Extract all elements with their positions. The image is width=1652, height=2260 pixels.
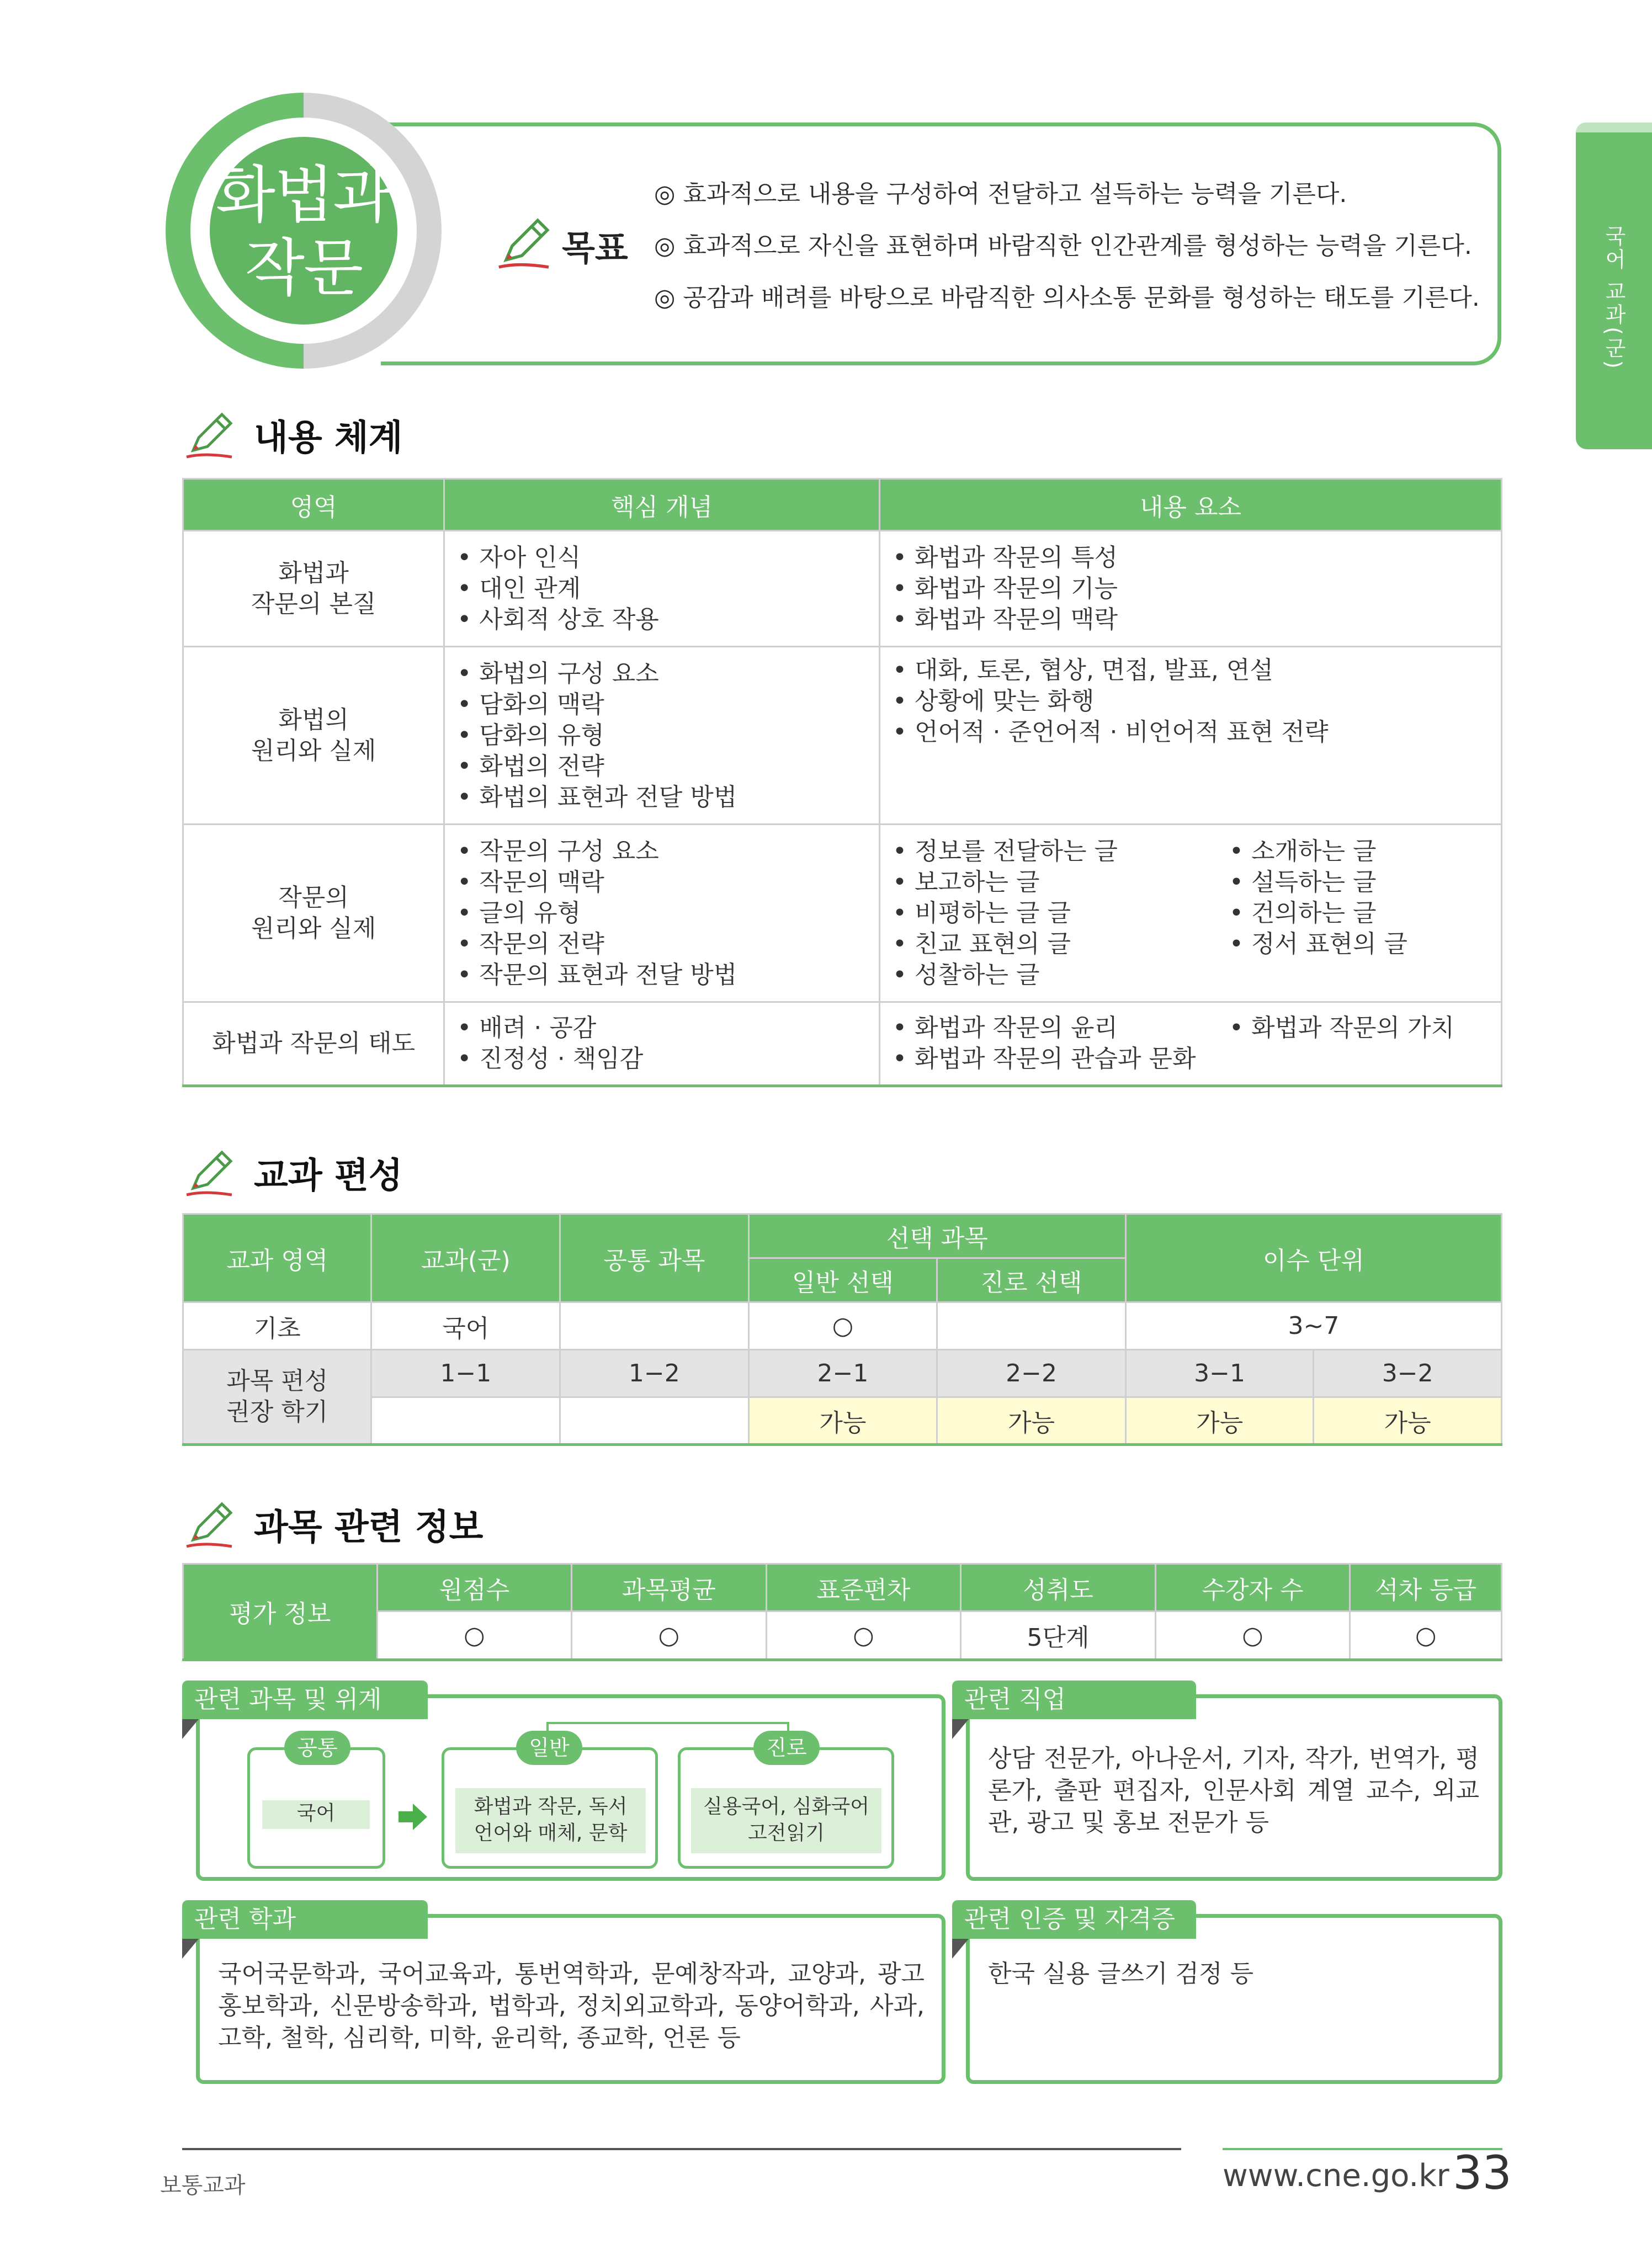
list-item: • 화법과 작문의 가치	[1229, 1013, 1489, 1044]
column-header: 석차 등급	[1350, 1564, 1502, 1612]
availability-cell: 가능	[748, 1397, 937, 1445]
availability-cell: 가능	[937, 1397, 1126, 1445]
table-row	[183, 531, 1502, 647]
list-item: • 화법의 구성 요소	[457, 658, 867, 689]
list-item: • 작문의 맥락	[457, 867, 867, 898]
list-item: • 담화의 맥락	[457, 689, 867, 720]
arrow-right-icon	[396, 1800, 429, 1833]
list-item: • 담화의 유형	[457, 720, 867, 751]
area-text: 작문의	[278, 883, 349, 912]
section-title: 교과 편성	[254, 1156, 403, 1197]
related-departments-tag: 관련 학과	[182, 1900, 428, 1939]
table-cell: 국어	[371, 1302, 560, 1350]
side-tab-label: 국어 교과(군)	[1601, 225, 1626, 371]
list-item: • 화법의 표현과 전달 방법	[457, 782, 867, 813]
table-row	[183, 1612, 1502, 1660]
list-item: • 자아 인식	[457, 543, 867, 573]
list-item: • 작문의 표현과 전달 방법	[457, 960, 867, 991]
concept-cell	[444, 825, 880, 1002]
pencil-icon	[494, 212, 555, 273]
related-subjects-tag: 관련 과목 및 위계	[182, 1681, 428, 1719]
area-cell	[183, 531, 444, 647]
availability-cell: 가능	[1314, 1397, 1502, 1445]
recommend-label: 권장 학기	[226, 1398, 328, 1426]
table-cell: 5단계	[961, 1612, 1156, 1660]
goal-list	[654, 168, 1480, 324]
subject-title-line1: 화법과	[215, 159, 392, 231]
section-content-heading	[182, 407, 403, 462]
semester-cell: 3−2	[1314, 1350, 1502, 1397]
column-header: 원점수	[377, 1564, 572, 1612]
concept-cell	[444, 531, 880, 647]
goal-item: ◎ 공감과 배려를 바탕으로 바람직한 의사소통 문화를 형성하는 태도를 기른다.	[654, 284, 1480, 312]
list-item: • 친교 표현의 글	[893, 929, 1229, 960]
section-info-heading	[182, 1497, 484, 1552]
list-item: • 정서 표현의 글	[1229, 929, 1489, 960]
list-item: • 화법과 작문의 기능	[893, 573, 1489, 604]
recommend-label: 과목 편성	[226, 1367, 328, 1395]
element-cell	[880, 825, 1502, 1002]
column-header: 공통 과목	[560, 1214, 749, 1302]
list-item: • 화법과 작문의 관습과 문화	[893, 1044, 1229, 1075]
column-header: 진로 선택	[937, 1258, 1126, 1302]
column-header: 교과 영역	[183, 1214, 371, 1302]
side-tab-highlight	[1576, 123, 1652, 132]
table-header-row	[183, 1214, 1502, 1258]
column-header: 핵심 개념	[444, 479, 880, 531]
element-cell	[880, 1002, 1502, 1086]
availability-cell: 가능	[1125, 1397, 1314, 1445]
subject-line: 화법과 작문, 독서	[474, 1795, 628, 1818]
related-certs-tag: 관련 인증 및 자격증	[952, 1900, 1196, 1939]
area-text: 작문의 본질	[251, 589, 376, 618]
list-item: • 진정성 · 책임감	[457, 1044, 867, 1075]
list-item: • 화법과 작문의 윤리	[893, 1013, 1229, 1044]
table-cell: ○	[748, 1302, 937, 1350]
section-title: 내용 체계	[254, 418, 403, 459]
pencil-icon	[182, 1145, 237, 1200]
tag-fold	[182, 1939, 199, 1959]
table-row	[183, 1302, 1502, 1350]
area-text: 화법과	[278, 559, 349, 587]
area-cell	[183, 647, 444, 825]
footer-divider	[182, 2148, 1181, 2150]
concept-cell	[444, 1002, 880, 1086]
table-header-row	[183, 479, 1502, 531]
table-cell: ○	[377, 1612, 572, 1660]
semester-cell: 3−1	[1125, 1350, 1314, 1397]
related-certs-box	[966, 1914, 1502, 2084]
eval-label: 평가 정보	[183, 1564, 378, 1660]
career-pill: 진로	[753, 1731, 820, 1765]
list-item: • 대인 관계	[457, 573, 867, 604]
section-curriculum-heading	[182, 1145, 403, 1200]
availability-cell	[371, 1397, 560, 1445]
list-item: • 작문의 구성 요소	[457, 836, 867, 867]
pencil-icon	[182, 407, 237, 462]
list-item: • 비평하는 글 글	[893, 898, 1229, 929]
area-text: 화법과 작문의 태도	[212, 1029, 416, 1057]
column-header: 교과(군)	[371, 1214, 560, 1302]
column-header: 과목평균	[572, 1564, 767, 1612]
table-cell	[560, 1302, 749, 1350]
related-departments-text: 국어국문학과, 국어교육과, 통번역학과, 문예창작과, 교양과, 광고홍보학과, 신문방송학과, 법학과, 정치외교학과, 동양어학과, 사과, 고학, 철학, 심리학, 미학, 윤리학, 종교학, 언론 등	[218, 1960, 925, 2052]
area-cell	[183, 1002, 444, 1086]
goal-label: 목표	[562, 228, 628, 268]
list-item: • 화법과 작문의 특성	[893, 543, 1489, 573]
table-cell: ○	[1155, 1612, 1350, 1660]
subject-line: 실용국어, 심화국어	[703, 1795, 870, 1818]
table-row	[183, 825, 1502, 1002]
related-certs-text: 한국 실용 글쓰기 검정 등	[988, 1960, 1253, 1988]
list-item: • 설득하는 글	[1229, 867, 1489, 898]
career-subjects	[691, 1788, 881, 1853]
tag-fold	[952, 1719, 969, 1739]
related-jobs-text: 상담 전문가, 아나운서, 기자, 작가, 번역가, 평론가, 출판 편집자, 인문사회 계열 교수, 외교관, 광고 및 홍보 전문가 등	[988, 1745, 1479, 1837]
area-text: 원리와 실제	[251, 914, 376, 943]
table-row	[183, 1002, 1502, 1086]
list-item: • 상황에 맞는 화행	[893, 686, 1489, 717]
tag-fold	[952, 1939, 969, 1959]
semester-cell: 2−1	[748, 1350, 937, 1397]
table-cell: 3~7	[1125, 1302, 1501, 1350]
list-item: • 건의하는 글	[1229, 898, 1489, 929]
list-item: • 작문의 전략	[457, 929, 867, 960]
subject-title	[210, 137, 397, 325]
table-cell: 기초	[183, 1302, 371, 1350]
column-header: 선택 과목	[748, 1214, 1125, 1258]
tag-fold	[182, 1719, 199, 1739]
content-table	[182, 478, 1502, 1087]
semester-cell: 1−2	[560, 1350, 749, 1397]
list-item: • 소개하는 글	[1229, 836, 1489, 867]
list-item: • 보고하는 글	[893, 867, 1229, 898]
table-row	[183, 1350, 1502, 1397]
goal-item: ◎ 효과적으로 자신을 표현하며 바람직한 인간관계를 형성하는 능력을 기른다.	[654, 232, 1472, 260]
semester-cell: 1−1	[371, 1350, 560, 1397]
subject-line: 고전읽기	[747, 1822, 825, 1844]
common-subject: 국어	[262, 1800, 370, 1829]
page-number: 33	[1453, 2146, 1512, 2200]
list-item: • 정보를 전달하는 글	[893, 836, 1229, 867]
column-header: 성취도	[961, 1564, 1156, 1612]
recommend-label-cell	[183, 1350, 371, 1445]
column-header: 내용 요소	[880, 479, 1502, 531]
column-header: 표준편차	[766, 1564, 961, 1612]
common-pill: 공통	[284, 1731, 350, 1765]
list-item: • 화법과 작문의 맥락	[893, 604, 1489, 635]
general-subjects	[455, 1788, 646, 1853]
column-header: 영역	[183, 479, 444, 531]
pencil-icon	[182, 1497, 237, 1552]
column-header: 일반 선택	[748, 1258, 937, 1302]
list-item: • 성찰하는 글	[893, 960, 1229, 991]
footer-url[interactable]: www.cne.go.kr	[1223, 2158, 1449, 2194]
section-title: 과목 관련 정보	[254, 1507, 484, 1548]
eval-table	[182, 1563, 1502, 1661]
list-item: • 글의 유형	[457, 898, 867, 929]
list-item: • 대화, 토론, 협상, 면접, 발표, 연설	[893, 655, 1489, 686]
column-header: 수강자 수	[1155, 1564, 1350, 1612]
list-item: • 사회적 상호 작용	[457, 604, 867, 635]
goal-item: ◎ 효과적으로 내용을 구성하여 전달하고 설득하는 능력을 기른다.	[654, 180, 1347, 208]
table-cell: ○	[1350, 1612, 1502, 1660]
curriculum-table	[182, 1213, 1502, 1446]
column-header: 이수 단위	[1125, 1214, 1501, 1302]
semester-cell: 2−2	[937, 1350, 1126, 1397]
list-item: • 화법의 전략	[457, 751, 867, 782]
table-cell	[937, 1302, 1126, 1350]
availability-cell	[560, 1397, 749, 1445]
subject-title-line2: 작문	[245, 232, 363, 304]
subject-line: 언어와 매체, 문학	[474, 1822, 628, 1844]
related-jobs-tag: 관련 직업	[952, 1681, 1196, 1719]
table-header-row	[183, 1564, 1502, 1612]
table-row	[183, 1397, 1502, 1445]
table-cell: ○	[766, 1612, 961, 1660]
area-text: 원리와 실제	[251, 736, 376, 765]
footer-section-label: 보통교과	[160, 2173, 246, 2198]
table-cell: ○	[572, 1612, 767, 1660]
area-text: 화법의	[278, 705, 349, 734]
element-cell	[880, 531, 1502, 647]
list-item: • 배려 · 공감	[457, 1013, 867, 1044]
table-row	[183, 647, 1502, 825]
list-item: • 언어적 · 준언어적 · 비언어적 표현 전략	[893, 717, 1489, 748]
element-cell	[880, 647, 1502, 825]
general-pill: 일반	[516, 1731, 582, 1765]
area-cell	[183, 825, 444, 1002]
concept-cell	[444, 647, 880, 825]
